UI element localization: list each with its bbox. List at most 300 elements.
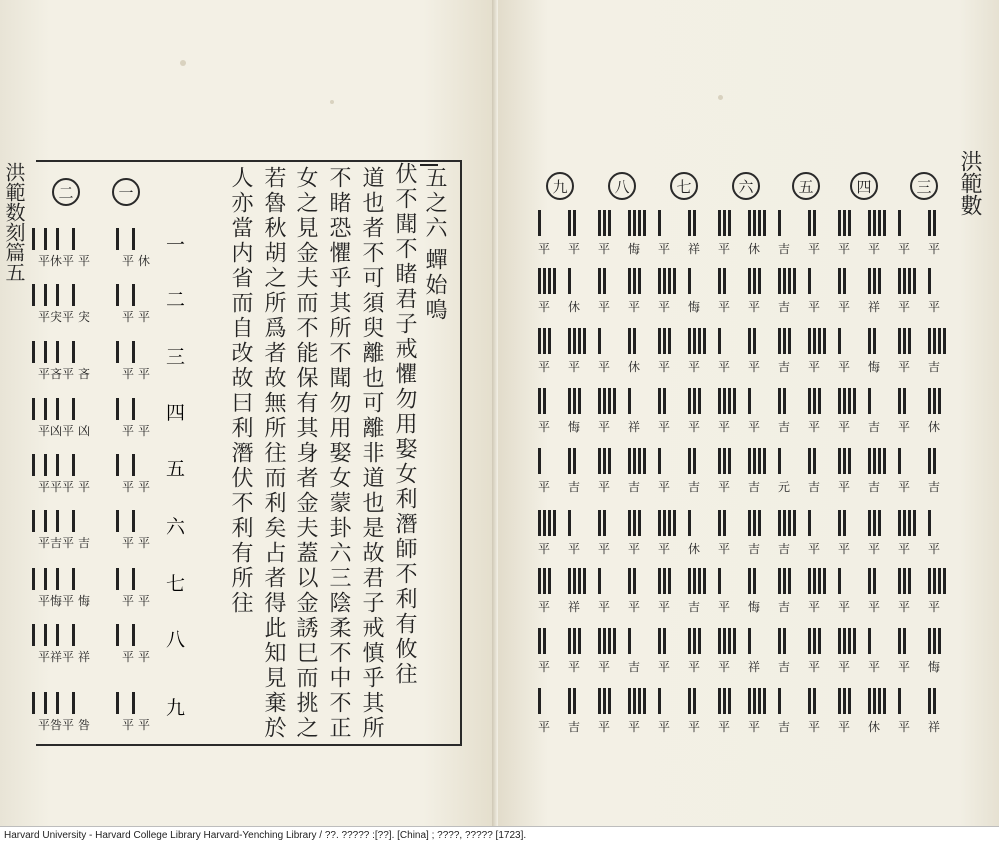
- grid-cell-char: 平: [838, 600, 851, 614]
- grid-cell-char: 平: [808, 420, 821, 434]
- rod-mark: [783, 628, 786, 654]
- grid-cell-char: 吉: [778, 720, 791, 734]
- rod-mark: [628, 688, 631, 714]
- grid-cell-char: 平: [928, 600, 941, 614]
- grid-cell-char: 平: [658, 300, 671, 314]
- rod-mark: [903, 328, 906, 354]
- rod-mark: [688, 568, 691, 594]
- rod-mark: [903, 568, 906, 594]
- right-page: [498, 0, 999, 826]
- rod-mark: [943, 328, 946, 354]
- table-cell-char: 平: [138, 650, 151, 664]
- rod-mark: [788, 510, 791, 536]
- grid-cell-char: 平: [868, 600, 881, 614]
- rod-mark: [808, 510, 811, 536]
- rod-mark: [32, 341, 35, 363]
- table-cell-char: 平: [38, 310, 51, 324]
- rod-mark: [808, 388, 811, 414]
- rod-mark: [568, 510, 571, 536]
- rod-mark: [603, 628, 606, 654]
- rod-mark: [763, 210, 766, 236]
- grid-cell-char: 吉: [808, 480, 821, 494]
- rod-mark: [823, 328, 826, 354]
- grid-cell-char: 休: [628, 360, 641, 374]
- rod-mark: [688, 510, 691, 536]
- rod-mark: [778, 628, 781, 654]
- rod-mark: [116, 398, 119, 420]
- rod-mark: [853, 628, 856, 654]
- grid-cell-char: 平: [658, 480, 671, 494]
- rod-mark: [673, 510, 676, 536]
- circled-numeral-1: 一: [112, 178, 140, 206]
- rod-mark: [628, 510, 631, 536]
- rod-mark: [553, 268, 556, 294]
- rod-mark: [913, 268, 916, 294]
- rod-mark: [718, 510, 721, 536]
- rod-mark: [56, 398, 59, 420]
- grid-cell-char: 平: [748, 300, 761, 314]
- grid-cell-char: 平: [658, 660, 671, 674]
- grid-cell-char: 祥: [868, 300, 881, 314]
- grid-cell-char: 休: [928, 420, 941, 434]
- grid-cell-char: 平: [898, 420, 911, 434]
- rod-mark: [783, 268, 786, 294]
- rod-mark: [843, 688, 846, 714]
- rod-mark: [778, 210, 781, 236]
- grid-cell-char: 平: [598, 720, 611, 734]
- table-cell-char: 平: [122, 254, 135, 268]
- grid-cell-char: 吉: [778, 420, 791, 434]
- rod-mark: [898, 510, 901, 536]
- rod-mark: [873, 568, 876, 594]
- rod-mark: [668, 268, 671, 294]
- rod-mark: [628, 328, 631, 354]
- rod-mark: [758, 510, 761, 536]
- rod-mark: [698, 388, 701, 414]
- table-cell-char: 平: [62, 650, 75, 664]
- rod-mark: [778, 448, 781, 474]
- rod-mark: [568, 448, 571, 474]
- rod-mark: [132, 398, 135, 420]
- rod-mark: [753, 568, 756, 594]
- grid-cell-char: 平: [538, 660, 551, 674]
- rod-mark: [608, 388, 611, 414]
- grid-cell-char: 平: [838, 360, 851, 374]
- rod-mark: [753, 268, 756, 294]
- rod-mark: [633, 510, 636, 536]
- rod-mark: [903, 510, 906, 536]
- rod-mark: [848, 628, 851, 654]
- rod-mark: [938, 568, 941, 594]
- grid-cell-char: 平: [898, 242, 911, 256]
- rod-mark: [868, 210, 871, 236]
- rod-mark: [578, 628, 581, 654]
- rod-mark: [658, 210, 661, 236]
- grid-cell-char: 吉: [778, 600, 791, 614]
- rod-mark: [56, 341, 59, 363]
- rod-mark: [838, 688, 841, 714]
- grid-cell-char: 平: [748, 420, 761, 434]
- grid-cell-char: 平: [598, 242, 611, 256]
- rod-mark: [723, 688, 726, 714]
- rod-mark: [873, 688, 876, 714]
- grid-cell-char: 平: [838, 480, 851, 494]
- rod-mark: [763, 688, 766, 714]
- table-cell-char: 宊: [50, 310, 63, 324]
- rod-mark: [603, 448, 606, 474]
- rod-mark: [538, 688, 541, 714]
- rod-mark: [568, 210, 571, 236]
- rod-mark: [608, 688, 611, 714]
- rod-mark: [838, 628, 841, 654]
- rod-mark: [56, 284, 59, 306]
- rod-mark: [56, 692, 59, 714]
- rod-mark: [733, 628, 736, 654]
- rod-mark: [598, 328, 601, 354]
- rod-mark: [543, 510, 546, 536]
- rod-mark: [733, 388, 736, 414]
- rod-mark: [928, 388, 931, 414]
- rod-mark: [603, 688, 606, 714]
- grid-cell-char: 平: [658, 360, 671, 374]
- rod-mark: [573, 628, 576, 654]
- grid-cell-char: 平: [688, 720, 701, 734]
- grid-cell-char: 平: [538, 242, 551, 256]
- rod-mark: [878, 210, 881, 236]
- rod-mark: [32, 228, 35, 250]
- grid-cell-char: 平: [748, 720, 761, 734]
- rod-mark: [818, 328, 821, 354]
- grid-cell-char: 平: [688, 420, 701, 434]
- rod-mark: [668, 510, 671, 536]
- rod-mark: [638, 510, 641, 536]
- rod-mark: [748, 448, 751, 474]
- rod-mark: [848, 688, 851, 714]
- rod-mark: [848, 448, 851, 474]
- rod-mark: [573, 388, 576, 414]
- table-cell-char: 平: [38, 718, 51, 732]
- rod-mark: [753, 688, 756, 714]
- number-9: 九: [166, 697, 186, 719]
- grid-cell-char: 吉: [778, 542, 791, 556]
- rod-mark: [908, 510, 911, 536]
- text-column-4: 女之見金夫而不能保有其身者金夫蓋以金誘巳而挑之: [293, 166, 318, 741]
- rod-mark: [838, 510, 841, 536]
- grid-cell-char: 平: [688, 660, 701, 674]
- grid-cell-char: 平: [568, 242, 581, 256]
- grid-cell-char: 吉: [628, 660, 641, 674]
- rod-mark: [748, 388, 751, 414]
- rod-mark: [116, 284, 119, 306]
- rod-mark: [538, 328, 541, 354]
- rod-mark: [898, 210, 901, 236]
- number-8: 八: [166, 629, 186, 651]
- rod-mark: [928, 210, 931, 236]
- rod-mark: [843, 510, 846, 536]
- rod-mark: [72, 341, 75, 363]
- rod-mark: [878, 688, 881, 714]
- rod-mark: [658, 510, 661, 536]
- rod-mark: [813, 628, 816, 654]
- rod-mark: [938, 328, 941, 354]
- rod-mark: [663, 510, 666, 536]
- grid-cell-char: 平: [658, 600, 671, 614]
- rod-mark: [688, 388, 691, 414]
- rod-mark: [818, 388, 821, 414]
- rod-mark: [718, 688, 721, 714]
- table-cell-char: 祥: [50, 650, 63, 664]
- rod-mark: [543, 328, 546, 354]
- rod-mark: [628, 448, 631, 474]
- rod-mark: [658, 568, 661, 594]
- table-cell-char: 平: [62, 424, 75, 438]
- grid-cell-char: 平: [658, 420, 671, 434]
- rod-mark: [808, 448, 811, 474]
- rod-mark: [873, 510, 876, 536]
- rod-mark: [573, 328, 576, 354]
- rod-mark: [838, 568, 841, 594]
- rod-mark: [116, 568, 119, 590]
- rod-mark: [843, 628, 846, 654]
- grid-cell-char: 吉: [568, 720, 581, 734]
- rod-mark: [718, 328, 721, 354]
- rod-mark: [693, 568, 696, 594]
- rod-mark: [663, 628, 666, 654]
- rod-mark: [578, 388, 581, 414]
- grid-cell-char: 平: [928, 242, 941, 256]
- rod-mark: [598, 568, 601, 594]
- grid-cell-char: 平: [868, 660, 881, 674]
- rod-mark: [788, 568, 791, 594]
- left-margin-title: 洪範数刻篇五: [2, 162, 26, 282]
- rod-mark: [753, 510, 756, 536]
- rod-mark: [538, 268, 541, 294]
- rod-mark: [116, 624, 119, 646]
- rod-mark: [783, 568, 786, 594]
- grid-cell-char: 平: [898, 600, 911, 614]
- rod-mark: [788, 328, 791, 354]
- grid-cell-char: 平: [688, 360, 701, 374]
- grid-cell-char: 吉: [628, 480, 641, 494]
- grid-cell-char: 平: [808, 660, 821, 674]
- rod-mark: [538, 568, 541, 594]
- grid-cell-char: 平: [898, 542, 911, 556]
- rod-mark: [56, 568, 59, 590]
- rod-mark: [938, 388, 941, 414]
- grid-cell-char: 平: [898, 660, 911, 674]
- rod-mark: [698, 328, 701, 354]
- paper-spot: [718, 95, 723, 100]
- grid-cell-char: 平: [898, 360, 911, 374]
- table-cell-char: 平: [122, 310, 135, 324]
- rod-mark: [728, 210, 731, 236]
- rod-mark: [628, 388, 631, 414]
- rod-mark: [643, 448, 646, 474]
- number-6: 六: [166, 516, 186, 538]
- rod-mark: [668, 568, 671, 594]
- rod-mark: [838, 210, 841, 236]
- rod-mark: [873, 268, 876, 294]
- table-cell-char: 平: [138, 310, 151, 324]
- rod-mark: [813, 568, 816, 594]
- grid-cell-char: 祥: [568, 600, 581, 614]
- rod-mark: [868, 448, 871, 474]
- rod-mark: [32, 568, 35, 590]
- grid-cell-char: 吉: [868, 480, 881, 494]
- rod-mark: [663, 328, 666, 354]
- rod-mark: [72, 692, 75, 714]
- grid-cell-char: 祥: [748, 660, 761, 674]
- table-cell-char: 凶: [50, 424, 63, 438]
- rod-mark: [763, 448, 766, 474]
- grid-cell-char: 平: [718, 542, 731, 556]
- number-3: 三: [166, 346, 186, 368]
- rod-mark: [56, 228, 59, 250]
- grid-cell-char: 平: [568, 660, 581, 674]
- rod-mark: [658, 388, 661, 414]
- grid-cell-char: 平: [628, 300, 641, 314]
- rod-mark: [688, 628, 691, 654]
- table-cell-char: 咎: [78, 718, 91, 732]
- rod-mark: [543, 628, 546, 654]
- grid-cell-char: 平: [808, 542, 821, 556]
- rod-mark: [658, 688, 661, 714]
- text-column-6: 人亦當内省而自改故曰利潛伏不利有所往: [228, 166, 253, 616]
- grid-cell-char: 平: [658, 542, 671, 556]
- grid-cell-char: 平: [718, 300, 731, 314]
- rod-mark: [32, 398, 35, 420]
- rod-mark: [928, 568, 931, 594]
- rod-mark: [813, 688, 816, 714]
- rod-mark: [658, 328, 661, 354]
- rod-mark: [638, 210, 641, 236]
- rod-mark: [568, 628, 571, 654]
- grid-cell-char: 祥: [928, 720, 941, 734]
- table-cell-char: 平: [122, 650, 135, 664]
- rod-mark: [583, 328, 586, 354]
- rod-mark: [898, 448, 901, 474]
- rod-mark: [72, 398, 75, 420]
- grid-cell-char: 平: [628, 600, 641, 614]
- rod-mark: [608, 210, 611, 236]
- table-cell-char: 吝: [78, 367, 91, 381]
- grid-cell-char: 吉: [748, 480, 761, 494]
- table-cell-char: 平: [122, 424, 135, 438]
- rod-mark: [32, 454, 35, 476]
- rod-mark: [728, 388, 731, 414]
- rod-mark: [633, 688, 636, 714]
- rod-mark: [793, 510, 796, 536]
- rod-mark: [72, 510, 75, 532]
- table-cell-char: 平: [122, 594, 135, 608]
- grid-cell-char: 平: [718, 660, 731, 674]
- rod-mark: [56, 454, 59, 476]
- rod-mark: [688, 210, 691, 236]
- grid-cell-char: 休: [568, 300, 581, 314]
- grid-cell-char: 平: [598, 300, 611, 314]
- table-cell-char: 平: [62, 718, 75, 732]
- table-cell-char: 平: [62, 536, 75, 550]
- rod-mark: [718, 268, 721, 294]
- rod-mark: [116, 692, 119, 714]
- grid-cell-char: 吉: [778, 660, 791, 674]
- rod-mark: [808, 210, 811, 236]
- rod-mark: [813, 388, 816, 414]
- grid-cell-char: 平: [538, 480, 551, 494]
- rod-mark: [728, 628, 731, 654]
- rod-mark: [718, 568, 721, 594]
- rod-mark: [132, 510, 135, 532]
- table-cell-char: 休: [138, 254, 151, 268]
- rod-mark: [44, 624, 47, 646]
- rod-mark: [548, 268, 551, 294]
- rod-mark: [658, 448, 661, 474]
- rod-mark: [808, 328, 811, 354]
- grid-cell-char: 平: [898, 300, 911, 314]
- rod-mark: [718, 448, 721, 474]
- table-cell-char: 咎: [50, 718, 63, 732]
- circled-numeral-9: 九: [546, 172, 574, 200]
- grid-cell-char: 平: [808, 720, 821, 734]
- table-cell-char: 平: [38, 650, 51, 664]
- table-cell-char: 平: [38, 594, 51, 608]
- rod-mark: [693, 388, 696, 414]
- rod-mark: [943, 568, 946, 594]
- grid-cell-char: 平: [808, 242, 821, 256]
- rod-mark: [538, 510, 541, 536]
- table-cell-char: 悔: [78, 594, 91, 608]
- rod-mark: [553, 510, 556, 536]
- rod-mark: [698, 628, 701, 654]
- circled-numeral-3: 三: [910, 172, 938, 200]
- grid-cell-char: 悔: [568, 420, 581, 434]
- rod-mark: [843, 448, 846, 474]
- rod-mark: [908, 568, 911, 594]
- table-cell-char: 平: [50, 480, 63, 494]
- grid-cell-char: 吉: [568, 480, 581, 494]
- rod-mark: [608, 448, 611, 474]
- rod-mark: [628, 210, 631, 236]
- rod-mark: [543, 388, 546, 414]
- rod-mark: [608, 628, 611, 654]
- rod-mark: [793, 268, 796, 294]
- grid-cell-char: 休: [868, 720, 881, 734]
- rod-mark: [883, 688, 886, 714]
- rod-mark: [778, 388, 781, 414]
- rod-mark: [868, 568, 871, 594]
- rod-mark: [818, 568, 821, 594]
- table-cell-char: 平: [38, 536, 51, 550]
- rod-mark: [132, 341, 135, 363]
- grid-cell-char: 平: [808, 600, 821, 614]
- rod-mark: [633, 210, 636, 236]
- rod-mark: [813, 210, 816, 236]
- rod-mark: [583, 568, 586, 594]
- rod-mark: [56, 510, 59, 532]
- paper-spot: [180, 60, 186, 66]
- rod-mark: [748, 268, 751, 294]
- table-cell-char: 吝: [50, 367, 63, 381]
- rod-mark: [813, 328, 816, 354]
- rod-mark: [868, 268, 871, 294]
- rod-mark: [603, 510, 606, 536]
- rod-mark: [603, 388, 606, 414]
- rod-mark: [32, 692, 35, 714]
- rod-mark: [723, 448, 726, 474]
- grid-cell-char: 元: [778, 480, 791, 494]
- rod-mark: [868, 388, 871, 414]
- grid-cell-char: 平: [838, 720, 851, 734]
